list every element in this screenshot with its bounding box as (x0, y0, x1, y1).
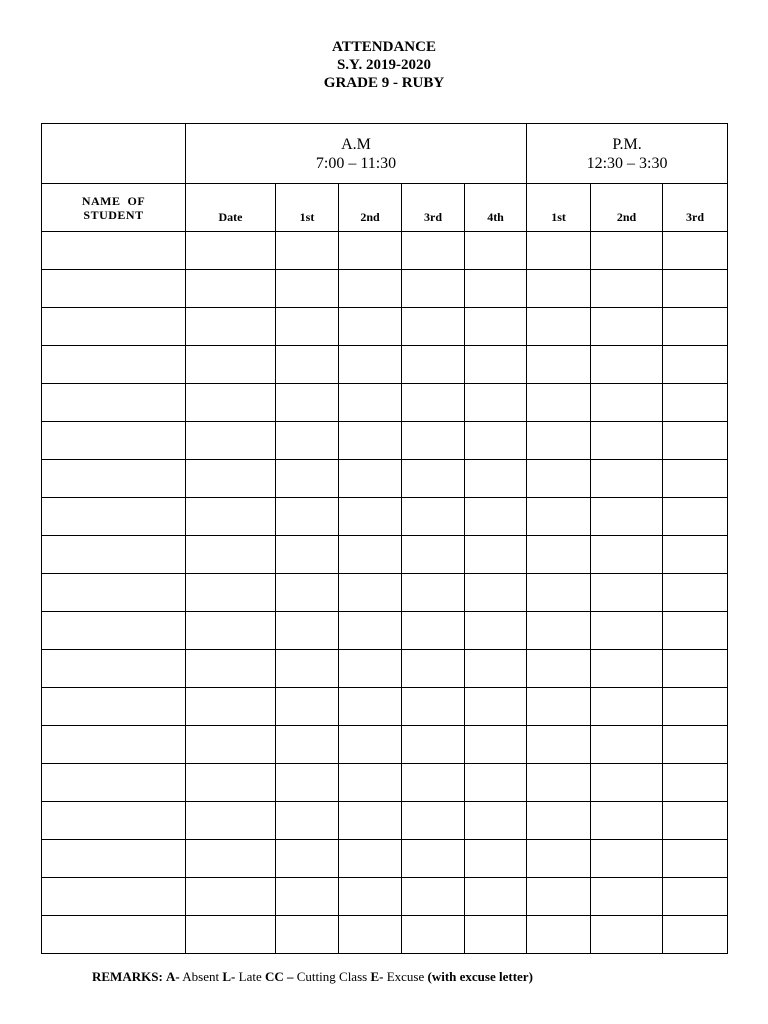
pm-3rd-cell[interactable] (663, 650, 728, 688)
pm-session-cell (527, 124, 728, 184)
pm-1st-header (527, 184, 591, 232)
student-name-cell[interactable] (42, 346, 186, 384)
date-cell[interactable] (186, 460, 276, 498)
pm-2nd-cell[interactable] (591, 726, 663, 764)
am-3rd-cell[interactable] (402, 270, 465, 308)
am-2nd-cell[interactable] (339, 764, 402, 802)
table-row (42, 308, 728, 346)
pm-1st-cell[interactable] (527, 346, 591, 384)
am-3rd-cell[interactable] (402, 688, 465, 726)
am-1st-cell[interactable] (276, 346, 339, 384)
pm-1st-cell[interactable] (527, 878, 591, 916)
pm-2nd-cell[interactable] (591, 422, 663, 460)
am-2nd-cell[interactable] (339, 840, 402, 878)
date-cell[interactable] (186, 916, 276, 954)
late-text: Late (238, 969, 262, 984)
heading-section: GRADE 9 - RUBY (323, 75, 445, 91)
am-4th-cell[interactable] (465, 726, 527, 764)
student-name-cell[interactable] (42, 612, 186, 650)
table-row (42, 270, 728, 308)
am-4th-cell[interactable] (465, 688, 527, 726)
am-3rd-cell[interactable] (402, 308, 465, 346)
table-row (42, 384, 728, 422)
pm-3rd-cell[interactable] (663, 308, 728, 346)
am-4th-cell[interactable] (465, 498, 527, 536)
date-cell[interactable] (186, 498, 276, 536)
am-4th-cell[interactable] (465, 878, 527, 916)
pm-2nd-cell[interactable] (591, 384, 663, 422)
date-cell[interactable] (186, 726, 276, 764)
date-cell[interactable] (186, 384, 276, 422)
am-4th-cell[interactable] (465, 612, 527, 650)
am-4th-cell[interactable] (465, 232, 527, 270)
am-1st-cell[interactable] (276, 878, 339, 916)
pm-2nd-cell[interactable] (591, 308, 663, 346)
student-name-cell[interactable] (42, 650, 186, 688)
name-header-line1: NAME OF (81, 193, 146, 208)
am-1st-cell[interactable] (276, 422, 339, 460)
am-2nd-cell[interactable] (339, 612, 402, 650)
pm-3rd-cell[interactable] (663, 460, 728, 498)
pm-3rd-cell[interactable] (663, 270, 728, 308)
am-3rd-header (402, 184, 465, 232)
pm-2nd-cell[interactable] (591, 346, 663, 384)
table-row (42, 346, 728, 384)
pm-2nd-cell[interactable] (591, 688, 663, 726)
pm-1st-cell[interactable] (527, 308, 591, 346)
pm-3rd-cell[interactable] (663, 916, 728, 954)
am-1st-cell[interactable] (276, 840, 339, 878)
blank-corner-cell (42, 124, 186, 184)
table-row (42, 878, 728, 916)
am-2nd-cell[interactable] (339, 308, 402, 346)
am-4th-cell[interactable] (465, 308, 527, 346)
column-header-row (42, 184, 728, 232)
excuse-note: (with excuse letter) (427, 969, 533, 984)
table-row (42, 536, 728, 574)
table-row (42, 498, 728, 536)
pm-2nd-cell[interactable] (591, 536, 663, 574)
pm-2nd-cell[interactable] (591, 612, 663, 650)
am-1st-header (276, 184, 339, 232)
pm-1st-cell[interactable] (527, 460, 591, 498)
table-row (42, 612, 728, 650)
pm-3rd-cell[interactable] (663, 726, 728, 764)
pm-session-label: P.M. (612, 135, 642, 153)
pm-3rd-header (663, 184, 728, 232)
student-name-cell[interactable] (42, 232, 186, 270)
am-3rd-cell[interactable] (402, 574, 465, 612)
pm-3rd-cell[interactable] (663, 346, 728, 384)
am-2nd-cell[interactable] (339, 498, 402, 536)
am-3rd-cell[interactable] (402, 422, 465, 460)
am-2nd-cell[interactable] (339, 460, 402, 498)
student-name-cell[interactable] (42, 574, 186, 612)
pm-3rd-cell[interactable] (663, 612, 728, 650)
student-name-cell[interactable] (42, 308, 186, 346)
document-heading (0, 38, 768, 92)
am-3rd-cell[interactable] (402, 346, 465, 384)
am-4th-cell[interactable] (465, 916, 527, 954)
am-1st-cell[interactable] (276, 574, 339, 612)
am-1st-cell[interactable] (276, 498, 339, 536)
am-4th-cell[interactable] (465, 802, 527, 840)
am-1st-cell[interactable] (276, 764, 339, 802)
pm-2nd-cell[interactable] (591, 878, 663, 916)
am-3rd-cell[interactable] (402, 460, 465, 498)
am-2nd-label: 2nd (360, 210, 380, 224)
am-3rd-cell[interactable] (402, 878, 465, 916)
student-name-cell[interactable] (42, 688, 186, 726)
am-3rd-cell[interactable] (402, 726, 465, 764)
date-cell[interactable] (186, 840, 276, 878)
am-3rd-cell[interactable] (402, 498, 465, 536)
am-1st-cell[interactable] (276, 460, 339, 498)
student-name-cell[interactable] (42, 840, 186, 878)
am-3rd-label: 3rd (424, 210, 442, 224)
date-cell[interactable] (186, 270, 276, 308)
pm-1st-cell[interactable] (527, 802, 591, 840)
am-1st-cell[interactable] (276, 612, 339, 650)
pm-2nd-cell[interactable] (591, 840, 663, 878)
heading-school-year: S.Y. 2019-2020 (336, 57, 432, 73)
am-2nd-cell[interactable] (339, 536, 402, 574)
am-2nd-cell[interactable] (339, 422, 402, 460)
student-name-cell[interactable] (42, 916, 186, 954)
pm-3rd-cell[interactable] (663, 840, 728, 878)
am-2nd-cell[interactable] (339, 916, 402, 954)
am-2nd-cell[interactable] (339, 688, 402, 726)
table-row (42, 688, 728, 726)
date-cell[interactable] (186, 346, 276, 384)
am-1st-cell[interactable] (276, 308, 339, 346)
date-cell[interactable] (186, 308, 276, 346)
am-3rd-cell[interactable] (402, 802, 465, 840)
pm-2nd-cell[interactable] (591, 270, 663, 308)
pm-3rd-cell[interactable] (663, 764, 728, 802)
table-row (42, 460, 728, 498)
am-3rd-cell[interactable] (402, 232, 465, 270)
pm-2nd-cell[interactable] (591, 498, 663, 536)
cutting-class-code: CC – (264, 969, 294, 984)
pm-3rd-cell[interactable] (663, 498, 728, 536)
am-4th-cell[interactable] (465, 460, 527, 498)
am-2nd-cell[interactable] (339, 802, 402, 840)
date-cell[interactable] (186, 574, 276, 612)
name-of-student-header (42, 184, 186, 232)
date-cell[interactable] (186, 764, 276, 802)
pm-1st-cell[interactable] (527, 612, 591, 650)
date-cell[interactable] (186, 688, 276, 726)
am-4th-cell[interactable] (465, 422, 527, 460)
table-row (42, 574, 728, 612)
absent-text: Absent (182, 969, 220, 984)
date-cell[interactable] (186, 878, 276, 916)
pm-1st-cell[interactable] (527, 764, 591, 802)
am-2nd-header (339, 184, 402, 232)
pm-3rd-cell[interactable] (663, 384, 728, 422)
am-1st-cell[interactable] (276, 688, 339, 726)
pm-2nd-cell[interactable] (591, 916, 663, 954)
table-row (42, 840, 728, 878)
am-2nd-cell[interactable] (339, 384, 402, 422)
am-session-time: 7:00 – 11:30 (315, 154, 397, 172)
am-1st-cell[interactable] (276, 270, 339, 308)
table-row (42, 422, 728, 460)
am-4th-cell[interactable] (465, 574, 527, 612)
am-1st-cell[interactable] (276, 726, 339, 764)
pm-3rd-cell[interactable] (663, 574, 728, 612)
student-name-cell[interactable] (42, 878, 186, 916)
am-4th-cell[interactable] (465, 764, 527, 802)
pm-3rd-cell[interactable] (663, 878, 728, 916)
pm-1st-cell[interactable] (527, 688, 591, 726)
pm-1st-cell[interactable] (527, 840, 591, 878)
excuse-code: E- (370, 969, 384, 984)
excuse-text: Excuse (386, 969, 425, 984)
pm-1st-cell[interactable] (527, 384, 591, 422)
am-3rd-cell[interactable] (402, 384, 465, 422)
pm-2nd-label: 2nd (616, 210, 637, 224)
pm-2nd-cell[interactable] (591, 650, 663, 688)
pm-2nd-cell[interactable] (591, 574, 663, 612)
date-header-label: Date (218, 210, 243, 224)
am-session-label: A.M (341, 135, 371, 153)
am-1st-cell[interactable] (276, 384, 339, 422)
pm-2nd-cell[interactable] (591, 802, 663, 840)
date-cell[interactable] (186, 536, 276, 574)
am-2nd-cell[interactable] (339, 270, 402, 308)
pm-1st-cell[interactable] (527, 916, 591, 954)
remarks-label: REMARKS: (92, 969, 163, 984)
pm-2nd-cell[interactable] (591, 764, 663, 802)
student-name-cell[interactable] (42, 498, 186, 536)
am-1st-cell[interactable] (276, 650, 339, 688)
table-row (42, 802, 728, 840)
am-3rd-cell[interactable] (402, 536, 465, 574)
pm-3rd-cell[interactable] (663, 232, 728, 270)
am-1st-cell[interactable] (276, 232, 339, 270)
date-header (186, 184, 276, 232)
am-2nd-cell[interactable] (339, 878, 402, 916)
am-3rd-cell[interactable] (402, 612, 465, 650)
am-4th-cell[interactable] (465, 384, 527, 422)
am-2nd-cell[interactable] (339, 726, 402, 764)
heading-title: ATTENDANCE (332, 39, 436, 55)
pm-3rd-cell[interactable] (663, 688, 728, 726)
pm-3rd-cell[interactable] (663, 802, 728, 840)
pm-1st-cell[interactable] (527, 422, 591, 460)
table-row (42, 916, 728, 954)
absent-code: A- (166, 969, 180, 984)
date-cell[interactable] (186, 802, 276, 840)
pm-3rd-cell[interactable] (663, 422, 728, 460)
am-3rd-cell[interactable] (402, 650, 465, 688)
cutting-class-text: Cutting Class (296, 969, 368, 984)
date-cell[interactable] (186, 612, 276, 650)
am-4th-cell[interactable] (465, 536, 527, 574)
am-3rd-cell[interactable] (402, 916, 465, 954)
pm-2nd-cell[interactable] (591, 460, 663, 498)
am-4th-cell[interactable] (465, 346, 527, 384)
table-row (42, 232, 728, 270)
attendance-table (41, 123, 728, 954)
pm-1st-cell[interactable] (527, 232, 591, 270)
student-name-cell[interactable] (42, 764, 186, 802)
am-1st-cell[interactable] (276, 802, 339, 840)
student-name-cell[interactable] (42, 460, 186, 498)
table-row (42, 764, 728, 802)
pm-1st-cell[interactable] (527, 270, 591, 308)
am-session-cell (186, 124, 527, 184)
am-1st-cell[interactable] (276, 536, 339, 574)
am-4th-label: 4th (487, 210, 504, 224)
am-3rd-cell[interactable] (402, 764, 465, 802)
am-1st-label: 1st (299, 210, 315, 224)
student-name-cell[interactable] (42, 270, 186, 308)
am-2nd-cell[interactable] (339, 346, 402, 384)
session-header-row (42, 124, 728, 184)
pm-3rd-cell[interactable] (663, 536, 728, 574)
student-name-cell[interactable] (42, 726, 186, 764)
pm-1st-cell[interactable] (527, 650, 591, 688)
am-4th-cell[interactable] (465, 270, 527, 308)
pm-1st-cell[interactable] (527, 574, 591, 612)
am-4th-cell[interactable] (465, 650, 527, 688)
late-code: L- (222, 969, 236, 984)
date-cell[interactable] (186, 650, 276, 688)
pm-1st-cell[interactable] (527, 726, 591, 764)
date-cell[interactable] (186, 422, 276, 460)
name-header-line2: STUDENT (83, 207, 144, 222)
am-2nd-cell[interactable] (339, 574, 402, 612)
table-row (42, 650, 728, 688)
pm-1st-cell[interactable] (527, 536, 591, 574)
pm-1st-cell[interactable] (527, 498, 591, 536)
student-name-cell[interactable] (42, 422, 186, 460)
pm-2nd-header (591, 184, 663, 232)
pm-2nd-cell[interactable] (591, 232, 663, 270)
table-row (42, 726, 728, 764)
remarks-legend (92, 969, 533, 985)
am-4th-header (465, 184, 527, 232)
am-1st-cell[interactable] (276, 916, 339, 954)
am-4th-cell[interactable] (465, 840, 527, 878)
am-2nd-cell[interactable] (339, 650, 402, 688)
date-cell[interactable] (186, 232, 276, 270)
student-name-cell[interactable] (42, 536, 186, 574)
pm-1st-label: 1st (551, 210, 566, 224)
am-2nd-cell[interactable] (339, 232, 402, 270)
student-name-cell[interactable] (42, 384, 186, 422)
am-3rd-cell[interactable] (402, 840, 465, 878)
student-name-cell[interactable] (42, 802, 186, 840)
pm-3rd-label: 3rd (686, 210, 705, 224)
pm-session-time: 12:30 – 3:30 (586, 154, 668, 172)
